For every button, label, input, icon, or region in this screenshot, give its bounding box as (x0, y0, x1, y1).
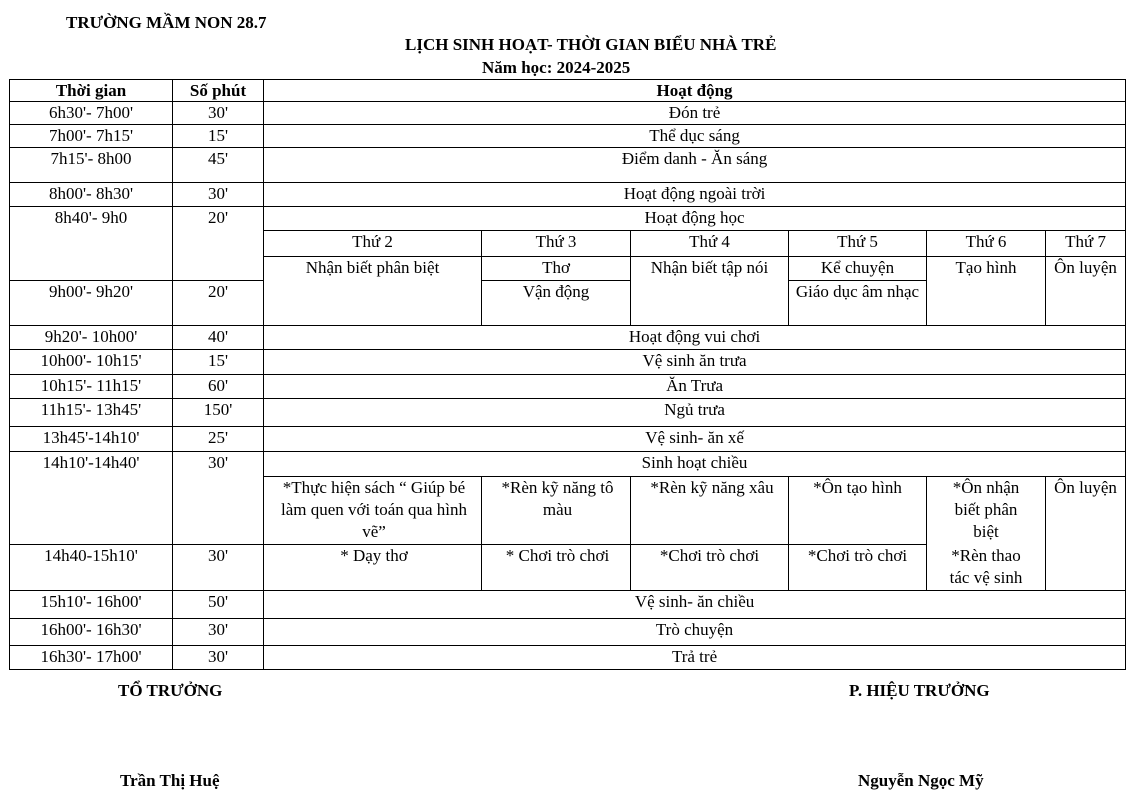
signer-left-title: TỔ TRƯỞNG (118, 681, 223, 700)
activity-cell: Trả trẻ (264, 646, 1126, 670)
time-cell: 11h15'- 13h45' (10, 399, 173, 427)
time-cell: 15h10'- 16h00' (10, 591, 173, 619)
weekday-header: Thứ 6 (927, 231, 1046, 257)
activity-cell: Hoạt động vui chơi (264, 326, 1126, 350)
signer-left-name: Trần Thị Huệ (120, 771, 220, 790)
activity-cell: Đón trẻ (264, 102, 1126, 125)
minutes-cell: 30' (173, 183, 264, 207)
time-cell: 10h15'- 11h15' (10, 375, 173, 399)
afternoon-cell-thu: *Chơi trò chơi (789, 545, 927, 591)
time-cell: 13h45'-14h10' (10, 427, 173, 452)
col-header-activity: Hoạt động (264, 80, 1126, 102)
table-row (10, 375, 1126, 399)
minutes-cell: 30' (173, 545, 264, 591)
afternoon-cell-fri-top: *Ôn nhận biết phân biệt (952, 478, 1020, 541)
time-cell: 14h10'-14h40' (10, 452, 173, 545)
activity-cell: Vệ sinh- ăn chiều (264, 591, 1126, 619)
table-row (10, 125, 1126, 148)
study-cell-thu: Kể chuyện (789, 257, 927, 281)
minutes-cell: 40' (173, 326, 264, 350)
minutes-cell: 15' (173, 350, 264, 375)
study-cell-mon: Nhận biết phân biệt (264, 257, 482, 326)
activity-cell: Thể dục sáng (264, 125, 1126, 148)
afternoon-cell-fri (927, 477, 1046, 591)
time-cell: 9h00'- 9h20' (10, 281, 173, 326)
afternoon-cell-sat: Ôn luyện (1046, 477, 1126, 591)
study-cell-wed: Nhận biết tập nói (631, 257, 789, 326)
minutes-cell: 20' (173, 281, 264, 326)
time-cell: 10h00'- 10h15' (10, 350, 173, 375)
col-header-minutes: Số phút (173, 80, 264, 102)
time-cell: 7h00'- 7h15' (10, 125, 173, 148)
study-cell-tue: Vận động (482, 281, 631, 326)
table-row (10, 591, 1126, 619)
table-row (10, 148, 1126, 183)
weekday-header: Thứ 4 (631, 231, 789, 257)
study-cell-sat: Ôn luyện (1046, 257, 1126, 326)
minutes-cell: 30' (173, 619, 264, 646)
table-row (10, 102, 1126, 125)
table-row (10, 326, 1126, 350)
minutes-cell: 30' (173, 102, 264, 125)
time-cell: 6h30'- 7h00' (10, 102, 173, 125)
activity-cell: Điểm danh - Ăn sáng (264, 148, 1126, 183)
school-year: Năm học: 2024-2025 (482, 58, 631, 77)
time-cell: 16h00'- 16h30' (10, 619, 173, 646)
afternoon-title-row (10, 452, 1126, 477)
table-row (10, 350, 1126, 375)
weekday-header: Thứ 3 (482, 231, 631, 257)
minutes-cell: 150' (173, 399, 264, 427)
signer-right-title: P. HIỆU TRƯỞNG (849, 681, 990, 700)
time-cell: 9h20'- 10h00' (10, 326, 173, 350)
minutes-cell: 20' (173, 207, 264, 281)
study-cell-thu: Giáo dục âm nhạc (789, 281, 927, 326)
time-cell: 8h00'- 8h30' (10, 183, 173, 207)
afternoon-cell-wed: *Rèn kỹ năng xâu (631, 477, 789, 545)
afternoon-cell-mon: *Thực hiện sách “ Giúp bé làm quen với toán qua hình vẽ” (264, 477, 482, 545)
study-cell-tue: Thơ (482, 257, 631, 281)
activity-cell: Vệ sinh- ăn xế (264, 427, 1126, 452)
afternoon-title: Sinh hoạt chiều (264, 452, 1126, 477)
minutes-cell: 30' (173, 646, 264, 670)
time-cell: 8h40'- 9h0 (10, 207, 173, 281)
afternoon-cell-tue: * Chơi trò chơi (482, 545, 631, 591)
table-row (10, 427, 1126, 452)
study-title-row (10, 207, 1126, 231)
school-name: TRƯỜNG MẦM NON 28.7 (66, 13, 267, 32)
activity-cell: Hoạt động ngoài trời (264, 183, 1126, 207)
minutes-cell: 60' (173, 375, 264, 399)
activity-cell: Ăn Trưa (264, 375, 1126, 399)
col-header-time: Thời gian (10, 80, 173, 102)
afternoon-cell-mon: * Dạy thơ (264, 545, 482, 591)
table-row (10, 183, 1126, 207)
minutes-cell: 15' (173, 125, 264, 148)
time-cell: 14h40-15h10' (10, 545, 173, 591)
table-row (10, 619, 1126, 646)
weekday-header: Thứ 7 (1046, 231, 1126, 257)
activity-cell: Trò chuyện (264, 619, 1126, 646)
time-cell: 7h15'- 8h00 (10, 148, 173, 183)
afternoon-cell-fri-bottom: *Rèn thao tác vệ sinh (949, 546, 1023, 587)
minutes-cell: 30' (173, 452, 264, 545)
weekday-header: Thứ 2 (264, 231, 482, 257)
afternoon-cell-tue: *Rèn kỹ năng tô màu (482, 477, 631, 545)
table-header-row (10, 80, 1126, 102)
time-cell: 16h30'- 17h00' (10, 646, 173, 670)
minutes-cell: 45' (173, 148, 264, 183)
document-title: LỊCH SINH HOẠT- THỜI GIAN BIỂU NHÀ TRẺ (405, 35, 777, 54)
signer-right-name: Nguyễn Ngọc Mỹ (858, 771, 984, 790)
study-title: Hoạt động học (264, 207, 1126, 231)
afternoon-cell-wed: *Chơi trò chơi (631, 545, 789, 591)
study-cell-fri: Tạo hình (927, 257, 1046, 326)
minutes-cell: 50' (173, 591, 264, 619)
table-row (10, 646, 1126, 670)
table-row (10, 399, 1126, 427)
weekday-header: Thứ 5 (789, 231, 927, 257)
schedule-table (9, 79, 1126, 670)
afternoon-cell-thu: *Ôn tạo hình (789, 477, 927, 545)
activity-cell: Ngủ trưa (264, 399, 1126, 427)
activity-cell: Vệ sinh ăn trưa (264, 350, 1126, 375)
minutes-cell: 25' (173, 427, 264, 452)
